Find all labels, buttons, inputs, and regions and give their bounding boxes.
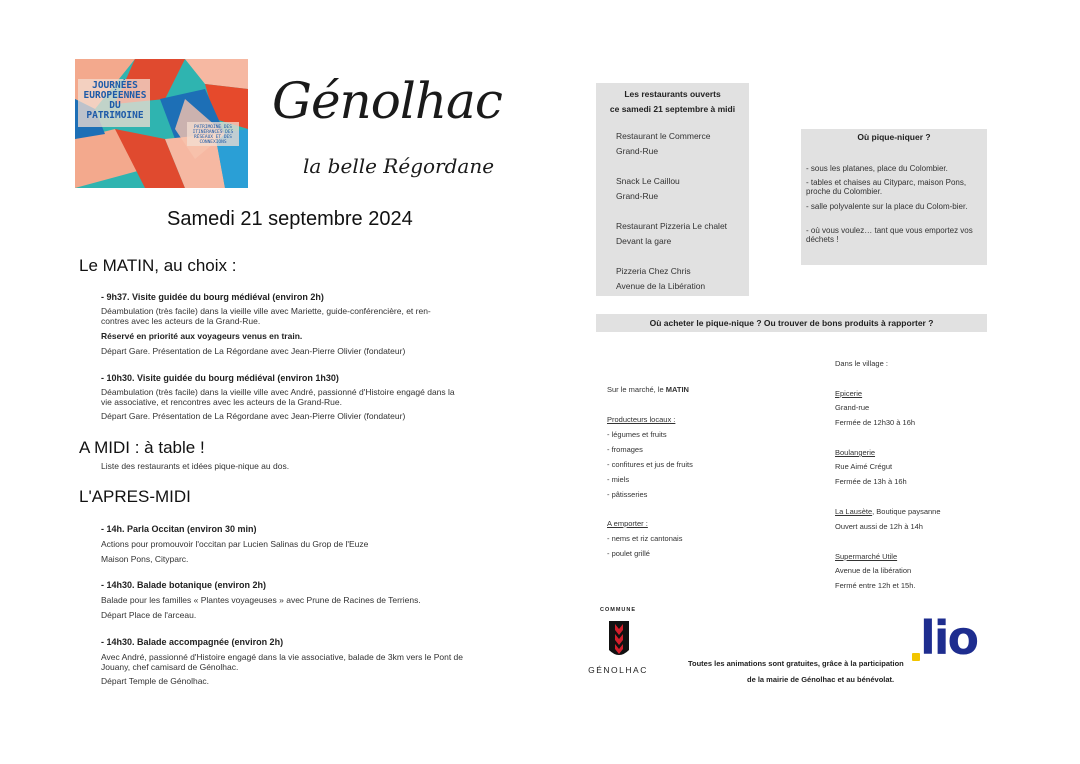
footer-note-2: de la mairie de Génolhac et au bénévolat.: [747, 675, 895, 684]
takeaway-item: - nems et riz cantonais: [607, 534, 683, 543]
picnic-item: - tables et chaises au Cityparc, maison Pons, proche du Colombier.: [806, 178, 967, 196]
matin-item1-depart: Départ Gare. Présentation de La Régordane avec Jean-Pierre Olivier (fondateur): [101, 346, 406, 356]
apm-item2-line2: Départ Place de l'arceau.: [101, 610, 197, 620]
apm-item3-line3: Départ Temple de Génolhac.: [101, 676, 210, 686]
shop-line: Avenue de la libération: [835, 566, 912, 575]
picnic-item: - où vous voulez… tant que vous emportez vos déchets !: [806, 226, 973, 244]
apm-item1-line2: Maison Pons, Cityparc.: [101, 554, 189, 564]
jep-logo-text: JOURNÉES EUROPÉENNES DU PATRIMOINE: [83, 80, 147, 121]
lio-dot-icon: [912, 653, 920, 661]
shop-name: Supermarché Utile: [835, 552, 898, 561]
shop-name: Boulangerie: [835, 448, 876, 457]
midi-text: Liste des restaurants et idées pique-nique au dos.: [101, 461, 290, 471]
restaurants-title: Les restaurants ouverts ce samedi 21 septembre à midi: [609, 89, 736, 114]
market-intro: Sur le marché, le MATIN: [607, 385, 689, 394]
shop-line: Rue Aimé Crégut: [835, 462, 893, 471]
apm-item3-line2: Jouany, chef camisard de Génolhac.: [101, 662, 239, 672]
matin-item1-bold: Réservé en priorité aux voyageurs venus en train.: [101, 331, 303, 341]
apm-item3-line1: Avec André, passionné d'Histoire engagé dans la vie associative, balade de 3km vers le Pont de: [101, 652, 463, 662]
commune-shield-icon: [608, 620, 630, 660]
shop-line: Fermée de 12h30 à 16h: [835, 418, 916, 427]
matin-item1-line1: Déambulation (très facile) dans la vieille ville avec Mariette, guide-conférencière, et ren-: [101, 306, 431, 316]
event-date: Samedi 21 septembre 2024: [167, 208, 413, 230]
apm-item2-title: - 14h30. Balade botanique (environ 2h): [101, 580, 267, 590]
shop-name: Epicerie: [835, 389, 863, 398]
apm-item1-line1: Actions pour promouvoir l'occitan par Lucien Salinas du Grop de l'Euze: [101, 539, 369, 549]
buy-title-bar: Où acheter le pique-nique ? Ou trouver de bons produits à rapporter ?: [596, 314, 987, 332]
producer-item: - fromages: [607, 445, 643, 454]
restaurants-box: [596, 83, 749, 296]
picnic-box: [801, 129, 987, 265]
matin-heading: Le MATIN, au choix :: [79, 256, 237, 275]
picnic-title: Où pique-niquer ?: [857, 132, 931, 142]
commune-logo: [588, 607, 648, 677]
matin-item2-line1: Déambulation (très facile) dans la vieille ville avec André, passionné d'Histoire engagé dans la: [101, 387, 455, 397]
matin-item2-line2: vie associative, et rencontres avec les acteurs de la Grand-Rue.: [101, 397, 342, 407]
jep-logo: [75, 59, 248, 188]
apresmidi-heading: L'APRES-MIDI: [79, 487, 191, 506]
matin-item2-depart: Départ Gare. Présentation de La Régordane avec Jean-Pierre Olivier (fondateur): [101, 411, 406, 421]
picnic-item: - salle polyvalente sur la place du Colom-bier.: [806, 202, 968, 211]
jep-logo-subtext: PATRIMOINE DES ITINÉRANCES DES RÉSEAUX ET DES CONNEXIONS: [192, 125, 234, 145]
restaurant-item: Snack Le Caillou Grand-Rue: [616, 176, 680, 201]
producer-item: - légumes et fruits: [607, 430, 667, 439]
restaurant-item: Restaurant le Commerce Grand-Rue: [616, 131, 711, 156]
page-title: Génolhac: [272, 72, 502, 130]
producers-title: Producteurs locaux :: [607, 415, 676, 424]
midi-heading: A MIDI : à table !: [79, 438, 205, 457]
commune-name: GÉNOLHAC: [588, 665, 648, 675]
lio-logo: [911, 611, 991, 667]
shop-line: Fermé entre 12h et 15h.: [835, 581, 916, 590]
shop-line: Fermée de 13h à 16h: [835, 477, 907, 486]
apm-item3-title: - 14h30. Balade accompagnée (environ 2h): [101, 637, 284, 647]
matin-item2-title: - 10h30. Visite guidée du bourg médiéval (environ 1h30): [101, 373, 339, 383]
producer-item: - miels: [607, 475, 630, 484]
restaurant-item: Restaurant Pizzeria Le chalet Devant la gare: [616, 221, 728, 246]
producer-item: - pâtisseries: [607, 490, 648, 499]
page-subtitle: la belle Régordane: [303, 154, 495, 178]
picnic-item: - sous les platanes, place du Colombier.: [806, 164, 948, 173]
shop-lausete: La Lausète, Boutique paysanne: [835, 507, 941, 516]
commune-label: COMMUNE: [599, 607, 637, 613]
footer-note-1: Toutes les animations sont gratuites, grâce à la participation: [688, 659, 904, 668]
shop-line: Ouvert aussi de 12h à 14h: [835, 522, 923, 531]
takeaway-item: - poulet grillé: [607, 549, 650, 558]
lio-wordmark: lio: [920, 611, 978, 665]
apm-item1-title: - 14h. Parla Occitan (environ 30 min): [101, 524, 257, 534]
village-title: Dans le village :: [835, 359, 888, 368]
producer-item: - confitures et jus de fruits: [607, 460, 693, 469]
apm-item2-line1: Balade pour les familles « Plantes voyageuses » avec Prune de Racines de Terriens.: [101, 595, 421, 605]
matin-item1-line2: contres avec les acteurs de la Grand-Rue.: [101, 316, 261, 326]
matin-item1-title: - 9h37. Visite guidée du bourg médiéval (environ 2h): [101, 292, 324, 302]
takeaway-title: A emporter :: [607, 519, 648, 528]
shop-line: Grand-rue: [835, 403, 870, 412]
restaurant-item: Pizzeria Chez Chris Avenue de la Libération: [616, 266, 706, 291]
